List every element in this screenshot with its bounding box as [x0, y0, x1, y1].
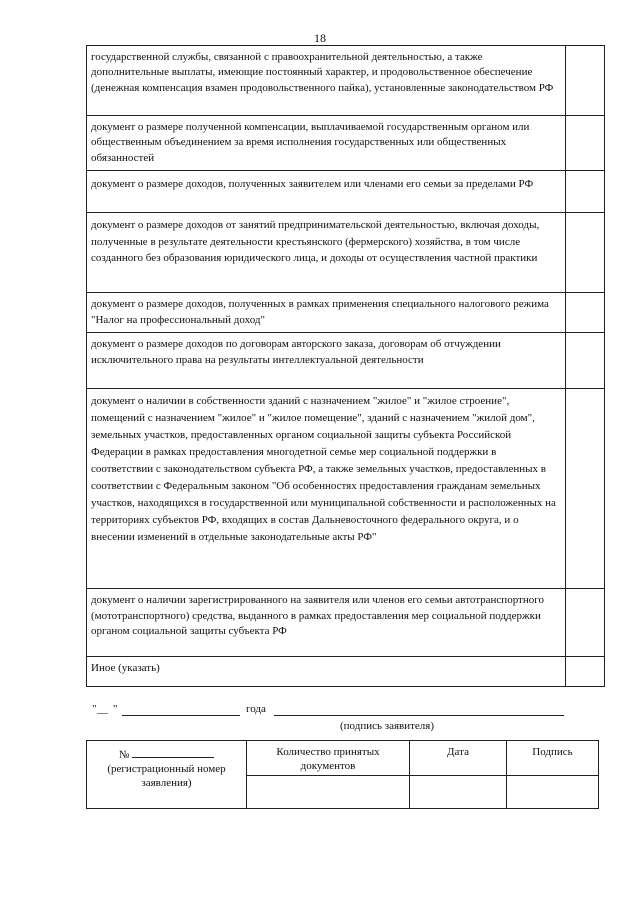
signature-cell[interactable]	[507, 776, 599, 809]
page-number: 18	[314, 31, 326, 45]
table-row	[87, 171, 605, 213]
number-caption: (регистрационный номер заявления)	[107, 763, 226, 789]
table-row	[87, 213, 605, 293]
check-cell[interactable]	[566, 333, 605, 389]
document-item: документ о размере доходов по договорам авторского заказа, договорам об отчуждении исключительного права на результаты интеллектуальной деятельности	[87, 333, 566, 389]
table-row	[87, 657, 605, 687]
check-cell[interactable]	[566, 657, 605, 687]
document-item: документ о размере доходов, полученных заявителем или членами его семьи за пределами РФ	[87, 171, 566, 213]
table-row	[87, 116, 605, 171]
check-cell[interactable]	[566, 213, 605, 293]
count-header: Количество принятых документов	[247, 741, 410, 776]
document-item: документ о размере полученной компенсации, выплачиваемой государственным органом или общественным объединением за время исполнения государственных или общественных обязанностей	[87, 116, 566, 171]
date-header: Дата	[410, 741, 507, 776]
count-field[interactable]	[247, 776, 410, 809]
table-row	[87, 293, 605, 333]
date-quote-open: "	[92, 703, 97, 715]
table-row	[87, 46, 605, 116]
document-item: документ о наличии зарегистрированного на заявителя или членов его семьи автотранспортного (мототранспортного) средства, выданного в рамках предоставления мер социальной поддержки органом социальной защиты субъекта РФ	[87, 589, 566, 657]
number-field[interactable]	[132, 747, 214, 758]
check-cell[interactable]	[566, 293, 605, 333]
check-cell[interactable]	[566, 389, 605, 589]
check-cell[interactable]	[566, 46, 605, 116]
document-item: государственной службы, связанной с правоохранительной деятельностью, а также дополнительные выплаты, имеющие постоянный характер, и продовольственное обеспечение (денежная компенсация взамен продовольственного пайка), установленные законодательством РФ	[87, 46, 566, 116]
year-word: года	[246, 703, 266, 715]
documents-table	[86, 45, 605, 687]
check-cell[interactable]	[566, 589, 605, 657]
signature-caption: (подпись заявителя)	[340, 720, 435, 732]
check-cell[interactable]	[566, 171, 605, 213]
registration-table	[86, 740, 599, 809]
date-quote-close: "	[113, 703, 118, 715]
table-row	[87, 389, 605, 589]
registration-number-cell[interactable]	[87, 741, 247, 809]
date-day-blank[interactable]: __	[97, 703, 108, 715]
signature-line	[92, 703, 572, 719]
signature-header: Подпись	[507, 741, 599, 776]
document-item: документ о размере доходов от занятий предпринимательской деятельностью, включая доходы, полученные в результате деятельности крестьянского (фермерского) хозяйства, в том числе созданного без образования юридического лица, и доходы от осуществления частной практики	[87, 213, 566, 293]
document-item: документ о размере доходов, полученных в рамках применения специального налогового режима "Налог на профессиональный доход"	[87, 293, 566, 333]
table-row	[87, 333, 605, 389]
date-month-field[interactable]	[122, 703, 240, 716]
document-item: документ о наличии в собственности зданий с назначением "жилое" и "жилое строение", помещений с назначением "жилое" и "жилое помещение", зданий с назначением "жилой дом", земельных участков, предоставленных органом социальной защиты субъекта Российской Федерации в рамках предоставления многодетной семье мер социальной поддержки в соответствии с законодательством субъекта РФ, а также земельных участков, предоставленных в соответствии с Федеральным законом "Об особенностях предоставления гражданам земельных участков, находящихся в государственной или муниципальной собственности и расположенных на территориях субъектов РФ, входящих в состав Дальневосточного федерального округа, и о внесении изменений в отдельные законодательные акты РФ"	[87, 389, 566, 589]
number-label: №	[118, 749, 130, 761]
date-field[interactable]	[410, 776, 507, 809]
table-row	[87, 589, 605, 657]
signature-field[interactable]	[274, 703, 564, 716]
table-row	[87, 741, 599, 776]
document-item-other: Иное (указать)	[87, 657, 566, 687]
check-cell[interactable]	[566, 116, 605, 171]
